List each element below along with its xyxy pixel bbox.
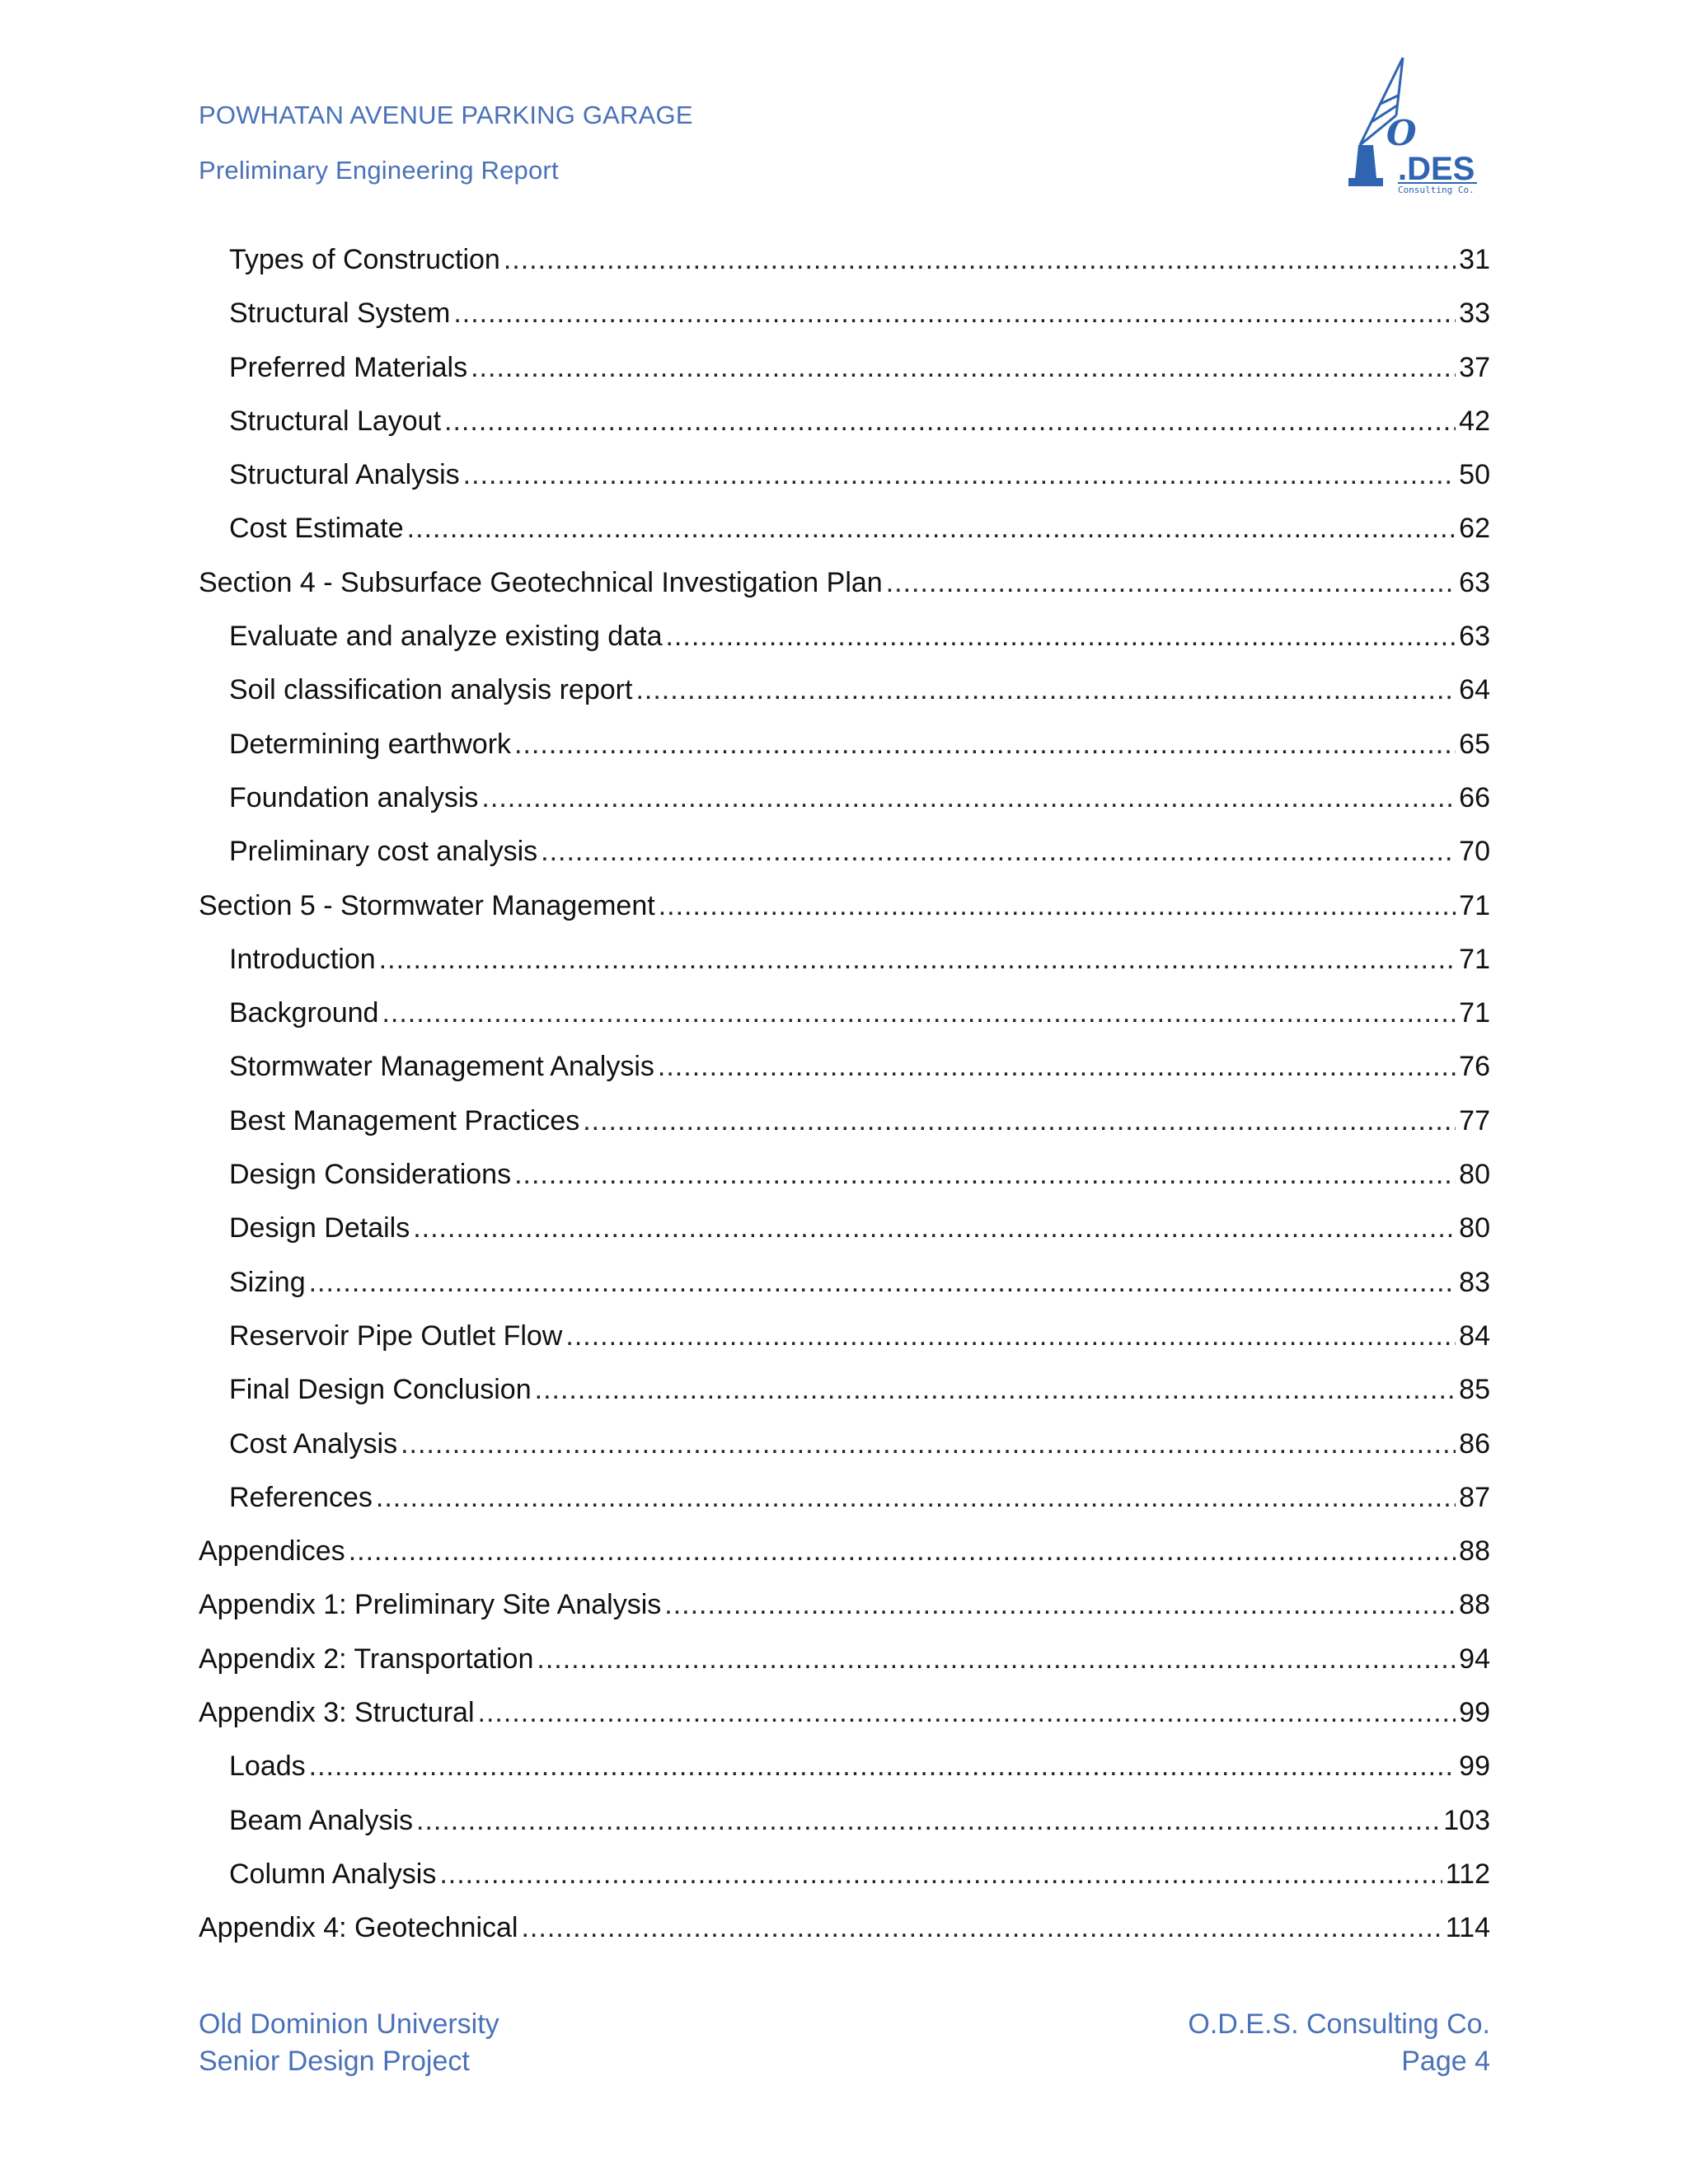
toc-entry-page: 71: [1459, 889, 1490, 921]
toc-entry-page: 63: [1459, 566, 1490, 598]
toc-entry-label: Types of Construction: [229, 244, 500, 275]
toc-entry[interactable]: [199, 1589, 1490, 1643]
toc-entry-page: 71: [1459, 943, 1490, 975]
toc-dot-leader: [565, 1320, 1456, 1352]
toc-entry-page: 62: [1459, 513, 1490, 545]
toc-dot-leader: [376, 1482, 1456, 1514]
logo-des-text: .DES: [1398, 151, 1475, 187]
toc-entry[interactable]: [199, 1643, 1490, 1697]
toc-entry-label: Appendix 1: Preliminary Site Analysis: [199, 1589, 662, 1621]
toc-entry-label: Final Design Conclusion: [229, 1374, 532, 1406]
toc-entry-label: Column Analysis: [229, 1858, 437, 1890]
toc-entry-label: Stormwater Management Analysis: [229, 1051, 654, 1083]
toc-entry-label: Evaluate and analyze existing data: [229, 621, 663, 653]
toc-entry-page: 76: [1459, 1051, 1490, 1083]
toc-entry[interactable]: [199, 1858, 1490, 1912]
toc-entry-label: Structural Analysis: [229, 459, 460, 491]
toc-entry[interactable]: [199, 513, 1490, 566]
toc-entry-page: 65: [1459, 728, 1490, 760]
toc-dot-leader: [665, 621, 1456, 653]
toc-entry-label: Design Considerations: [229, 1159, 512, 1191]
toc-dot-leader: [541, 836, 1456, 868]
toc-entry[interactable]: [199, 1267, 1490, 1320]
toc-entry-page: 87: [1459, 1481, 1490, 1513]
toc-dot-leader: [309, 1750, 1456, 1783]
toc-entry[interactable]: [199, 1374, 1490, 1427]
toc-entry[interactable]: [199, 352, 1490, 405]
toc-entry-page: 94: [1459, 1643, 1490, 1675]
toc-entry-page: 66: [1459, 781, 1490, 813]
toc-dot-leader: [453, 298, 1456, 330]
toc-dot-leader: [416, 1805, 1440, 1837]
logo-o-letter: O: [1386, 113, 1417, 153]
toc-entry[interactable]: [199, 1535, 1490, 1589]
toc-entry-label: Soil classification analysis report: [229, 674, 633, 706]
toc-entry-page: 88: [1459, 1589, 1490, 1621]
toc-entry-label: Loads: [229, 1750, 306, 1783]
toc-entry-page: 70: [1459, 836, 1490, 868]
toc-dot-leader: [664, 1589, 1456, 1621]
toc-entry[interactable]: [199, 1482, 1490, 1535]
toc-entry-label: Design Details: [229, 1212, 410, 1244]
table-of-contents: [199, 244, 1490, 1966]
toc-entry-label: Appendices: [199, 1535, 345, 1568]
toc-entry[interactable]: [199, 1697, 1490, 1750]
toc-entry-page: 112: [1445, 1858, 1490, 1890]
footer-university: Old Dominion University: [199, 2008, 499, 2040]
toc-entry-page: 88: [1459, 1535, 1490, 1568]
footer-company: O.D.E.S. Consulting Co.: [1188, 2008, 1490, 2040]
toc-entry[interactable]: [199, 1212, 1490, 1266]
toc-entry-page: 80: [1459, 1159, 1490, 1191]
report-subtitle: Preliminary Engineering Report: [199, 156, 559, 185]
toc-entry[interactable]: [199, 405, 1490, 459]
toc-entry-page: 50: [1459, 459, 1490, 491]
toc-entry[interactable]: [199, 298, 1490, 351]
toc-dot-leader: [481, 782, 1456, 814]
toc-entry-page: 80: [1459, 1212, 1490, 1244]
toc-entry-page: 42: [1459, 405, 1490, 437]
toc-entry-label: Section 4 - Subsurface Geotechnical Investigation Plan: [199, 566, 883, 598]
toc-entry-label: Reservoir Pipe Outlet Flow: [229, 1319, 563, 1352]
toc-entry[interactable]: [199, 890, 1490, 944]
toc-dot-leader: [514, 729, 1456, 761]
toc-dot-leader: [309, 1267, 1456, 1299]
toc-entry[interactable]: [199, 1159, 1490, 1212]
toc-dot-leader: [463, 459, 1456, 491]
toc-entry[interactable]: [199, 1912, 1490, 1966]
toc-dot-leader: [535, 1374, 1456, 1406]
toc-dot-leader: [379, 944, 1456, 976]
toc-dot-leader: [635, 674, 1456, 706]
odes-logo-icon: [1343, 54, 1492, 194]
toc-dot-leader: [521, 1912, 1442, 1944]
toc-entry[interactable]: [199, 729, 1490, 782]
toc-entry-label: Appendix 3: Structural: [199, 1697, 475, 1729]
toc-dot-leader: [659, 890, 1456, 922]
toc-entry-label: Structural System: [229, 298, 451, 330]
toc-dot-leader: [583, 1105, 1456, 1137]
toc-dot-leader: [658, 1051, 1456, 1083]
toc-dot-leader: [413, 1212, 1456, 1244]
footer-project: Senior Design Project: [199, 2046, 470, 2077]
toc-entry-page: 85: [1459, 1374, 1490, 1406]
toc-entry[interactable]: [199, 944, 1490, 997]
toc-dot-leader: [382, 997, 1456, 1029]
toc-entry[interactable]: [199, 621, 1490, 674]
toc-entry-label: Preliminary cost analysis: [229, 836, 538, 868]
toc-entry-label: Appendix 2: Transportation: [199, 1643, 534, 1675]
toc-entry[interactable]: [199, 997, 1490, 1051]
toc-entry-label: References: [229, 1481, 373, 1513]
toc-entry-label: Background: [229, 997, 379, 1029]
toc-entry[interactable]: [199, 1805, 1490, 1858]
toc-entry-label: Best Management Practices: [229, 1104, 580, 1137]
toc-dot-leader: [349, 1535, 1456, 1568]
toc-entry[interactable]: [199, 836, 1490, 889]
report-title: POWHATAN AVENUE PARKING GARAGE: [199, 101, 693, 129]
toc-entry-page: 103: [1443, 1804, 1490, 1836]
toc-entry-page: 114: [1445, 1912, 1490, 1944]
toc-entry-page: 86: [1459, 1427, 1490, 1460]
toc-entry-page: 37: [1459, 351, 1490, 383]
toc-entry[interactable]: [199, 459, 1490, 513]
footer-right: [1188, 2006, 1490, 2080]
toc-dot-leader: [886, 567, 1456, 599]
toc-entry-page: 77: [1459, 1104, 1490, 1137]
toc-entry[interactable]: [199, 782, 1490, 836]
toc-entry-page: 33: [1459, 298, 1490, 330]
toc-entry-label: Cost Analysis: [229, 1427, 398, 1460]
toc-entry-label: Section 5 - Stormwater Management: [199, 889, 655, 921]
toc-entry[interactable]: [199, 1051, 1490, 1104]
toc-dot-leader: [444, 405, 1456, 438]
toc-entry-label: Introduction: [229, 943, 376, 975]
toc-entry-label: Appendix 4: Geotechnical: [199, 1912, 518, 1944]
toc-entry[interactable]: [199, 567, 1490, 621]
toc-entry-page: 84: [1459, 1319, 1490, 1352]
toc-entry-page: 99: [1459, 1750, 1490, 1783]
toc-dot-leader: [401, 1428, 1456, 1460]
toc-entry[interactable]: [199, 244, 1490, 298]
logo-tagline: Consulting Co.: [1398, 185, 1475, 194]
toc-entry-label: Sizing: [229, 1266, 306, 1298]
toc-entry[interactable]: [199, 1428, 1490, 1482]
toc-entry-label: Cost Estimate: [229, 513, 404, 545]
toc-entry-label: Determining earthwork: [229, 728, 512, 760]
toc-entry-page: 83: [1459, 1266, 1490, 1298]
toc-entry-page: 64: [1459, 674, 1490, 706]
toc-entry[interactable]: [199, 674, 1490, 728]
toc-dot-leader: [439, 1858, 1442, 1891]
footer-page-number: Page 4: [1401, 2046, 1490, 2077]
toc-entry-page: 63: [1459, 621, 1490, 653]
toc-entry[interactable]: [199, 1320, 1490, 1374]
toc-entry-label: Beam Analysis: [229, 1804, 413, 1836]
toc-entry[interactable]: [199, 1105, 1490, 1159]
toc-dot-leader: [537, 1643, 1456, 1675]
toc-entry-page: 71: [1459, 997, 1490, 1029]
toc-entry-page: 99: [1459, 1697, 1490, 1729]
toc-dot-leader: [514, 1159, 1456, 1191]
toc-entry-label: Foundation analysis: [229, 781, 479, 813]
toc-entry[interactable]: [199, 1750, 1490, 1804]
footer-left: [199, 2006, 499, 2080]
toc-dot-leader: [478, 1697, 1456, 1729]
toc-dot-leader: [407, 513, 1456, 545]
toc-dot-leader: [471, 352, 1456, 384]
toc-entry-label: Structural Layout: [229, 405, 442, 437]
toc-entry-page: 31: [1459, 244, 1490, 275]
toc-dot-leader: [504, 244, 1456, 276]
toc-entry-label: Preferred Materials: [229, 351, 468, 383]
